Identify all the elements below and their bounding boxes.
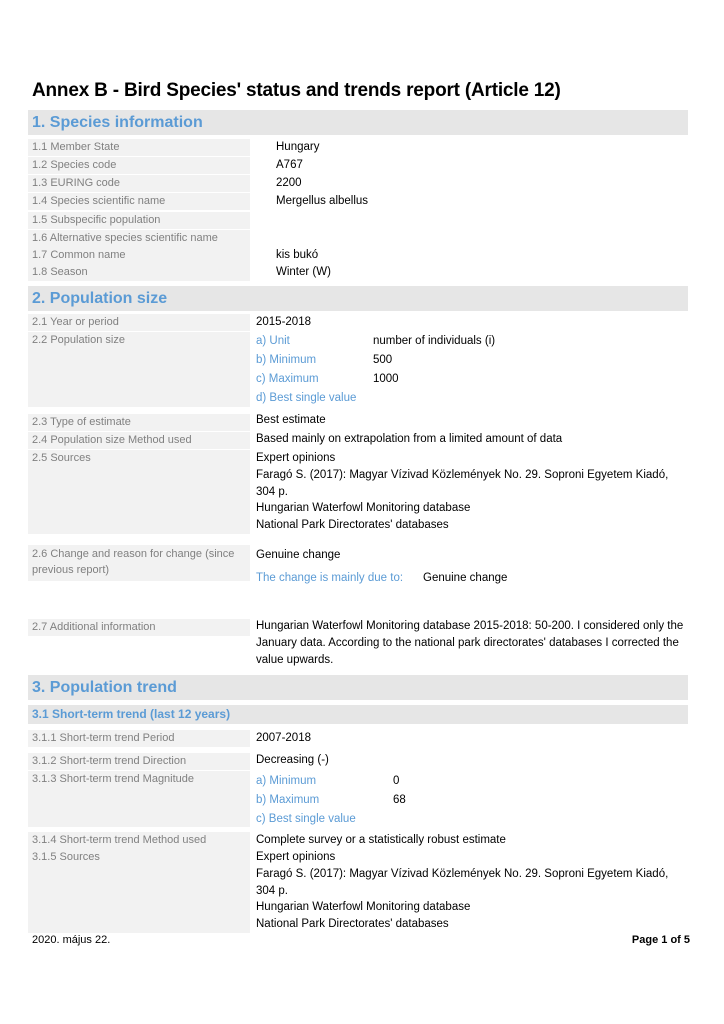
value-euring-code: 2200 [276, 177, 302, 189]
sublabel-minimum: b) Minimum [256, 354, 317, 366]
section-heading-population-size: 2. Population size [28, 286, 688, 311]
source-item: Faragó S. (2017): Magyar Vízivad Közlemények No. 29. Soproni Egyetem Kiadó, 304 p. [256, 868, 669, 897]
value-trend-minimum: 0 [393, 775, 400, 787]
value-method-used: Based mainly on extrapolation from a limited amount of data [256, 433, 563, 445]
sublabel-unit: a) Unit [256, 335, 290, 347]
source-item: National Park Directorates' databases [256, 918, 449, 930]
label-population-size: 2.2 Population size [28, 332, 250, 407]
label-method-used: 2.4 Population size Method used [28, 432, 250, 449]
footer-page-number: Page 1 of 5 [631, 934, 690, 946]
sublabel-maximum: c) Maximum [256, 373, 319, 385]
value-type-of-estimate: Best estimate [256, 414, 326, 426]
value-maximum: 1000 [373, 373, 399, 385]
source-item: Hungarian Waterfowl Monitoring database [256, 502, 471, 514]
label-euring-code: 1.3 EURING code [28, 175, 250, 192]
value-trend-period: 2007-2018 [256, 732, 311, 744]
value-season: Winter (W) [276, 266, 331, 278]
label-common-name: 1.7 Common name [28, 247, 250, 264]
value-additional-information: Hungarian Waterfowl Monitoring database 2015-2018: 50-200. I considered only the January data. According to the national park directorates' databases I corrected the value upwards. [256, 620, 684, 666]
value-species-code: A767 [276, 159, 303, 171]
label-trend-method-used: 3.1.4 Short-term trend Method used [28, 832, 250, 849]
footer-date: 2020. május 22. [32, 934, 111, 946]
source-item: Expert opinions [256, 851, 336, 863]
value-trend-method-used: Complete survey or a statistically robust estimate [256, 834, 506, 846]
subsection-heading-short-term-trend: 3.1 Short-term trend (last 12 years) [28, 705, 688, 724]
label-sources: 2.5 Sources [28, 450, 250, 534]
value-change: Genuine change [256, 549, 341, 561]
value-minimum: 500 [373, 354, 393, 366]
label-trend-magnitude: 3.1.3 Short-term trend Magnitude [28, 771, 250, 827]
label-change-and-reason: 2.6 Change and reason for change (since previous report) [28, 545, 250, 581]
value-scientific-name: Mergellus albellus [276, 195, 369, 207]
source-item: Expert opinions [256, 452, 336, 464]
value-trend-maximum: 68 [393, 794, 406, 806]
value-change-due-to: Genuine change [423, 572, 508, 584]
label-alternative-name: 1.6 Alternative species scientific name [28, 230, 250, 247]
value-year-or-period: 2015-2018 [256, 316, 311, 328]
value-member-state: Hungary [276, 141, 320, 153]
sublabel-best-single-value: d) Best single value [256, 392, 357, 404]
label-member-state: 1.1 Member State [28, 139, 250, 156]
label-scientific-name: 1.4 Species scientific name [28, 193, 250, 210]
label-species-code: 1.2 Species code [28, 157, 250, 174]
source-item: Faragó S. (2017): Magyar Vízivad Közlemények No. 29. Soproni Egyetem Kiadó, 304 p. [256, 469, 669, 498]
label-year-or-period: 2.1 Year or period [28, 314, 250, 331]
sublabel-trend-best-single-value: c) Best single value [256, 813, 356, 825]
source-item: Hungarian Waterfowl Monitoring database [256, 901, 471, 913]
sublabel-change-due-to: The change is mainly due to: [256, 572, 404, 584]
value-trend-direction: Decreasing (-) [256, 754, 329, 766]
source-item: National Park Directorates' databases [256, 519, 449, 531]
section-heading-species-information: 1. Species information [28, 110, 688, 135]
sublabel-trend-maximum: b) Maximum [256, 794, 320, 806]
label-trend-period: 3.1.1 Short-term trend Period [28, 730, 250, 747]
document-title: Annex B - Bird Species' status and trends report (Article 12) [32, 80, 561, 101]
sublabel-trend-minimum: a) Minimum [256, 775, 317, 787]
value-unit: number of individuals (i) [373, 335, 496, 347]
label-season: 1.8 Season [28, 264, 250, 281]
label-trend-direction: 3.1.2 Short-term trend Direction [28, 753, 250, 770]
value-common-name: kis bukó [276, 249, 319, 261]
label-trend-sources: 3.1.5 Sources [28, 849, 250, 933]
section-heading-population-trend: 3. Population trend [28, 675, 688, 700]
label-subspecific-population: 1.5 Subspecific population [28, 212, 250, 229]
label-type-of-estimate: 2.3 Type of estimate [28, 414, 250, 431]
label-additional-information: 2.7 Additional information [28, 619, 250, 636]
